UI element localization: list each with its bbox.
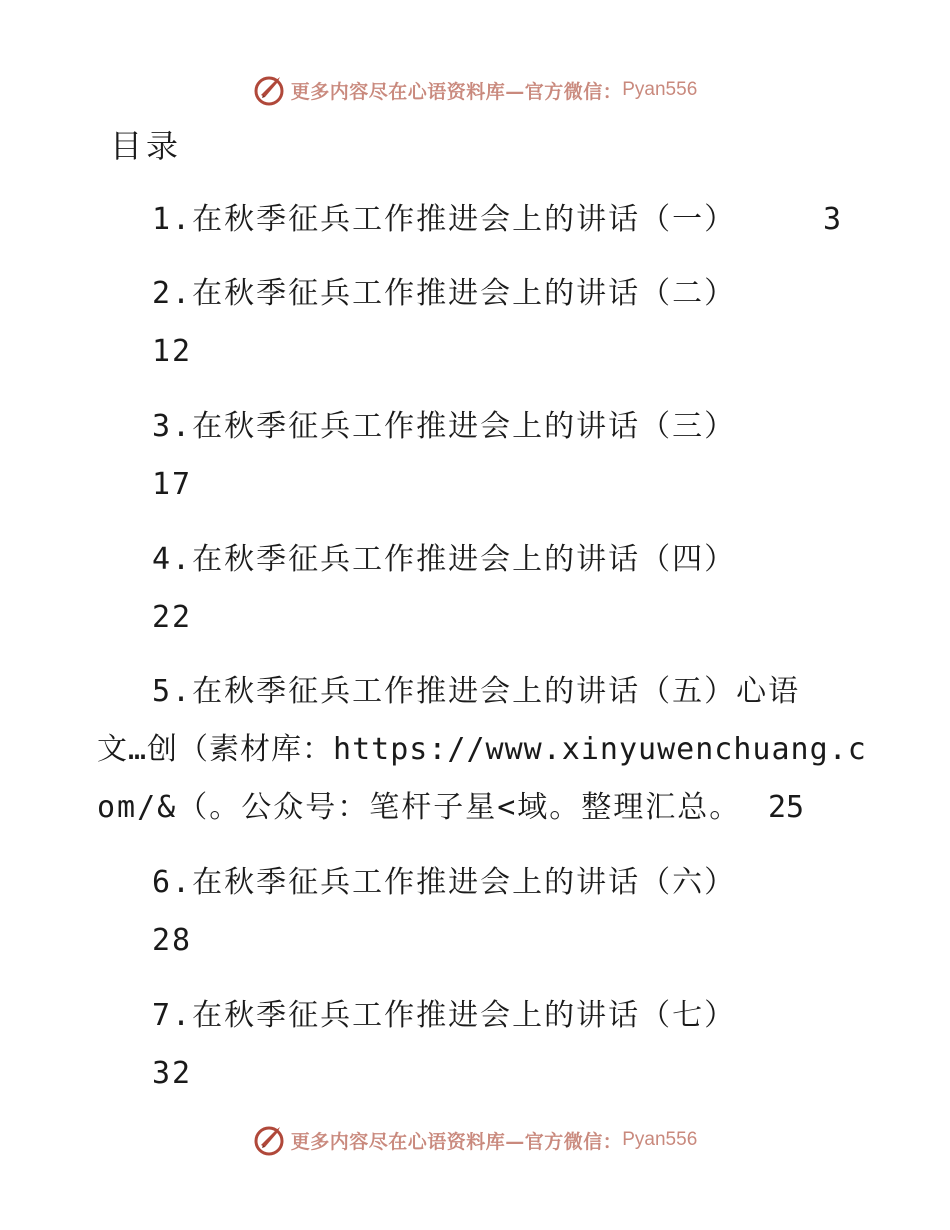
toc-entry-6-label[interactable]: 6.在秋季征兵工作推进会上的讲话（六）: [152, 865, 737, 900]
banner-wechat-id: Pyan556: [622, 79, 698, 100]
toc-entry-5-label-line3[interactable]: om/&（。公众号：笔杆子星<域。整理汇总。: [97, 790, 742, 825]
header-banner: [0, 70, 950, 110]
banner-wechat-id: Pyan556: [622, 1129, 698, 1150]
toc-title: 目录: [110, 127, 183, 165]
toc-entry-5-label-line1[interactable]: 5.在秋季征兵工作推进会上的讲话（五）心语: [152, 674, 801, 709]
toc-entry-1-label[interactable]: 1.在秋季征兵工作推进会上的讲话（一）: [152, 202, 737, 237]
toc-entry-5-label-line2[interactable]: 文…创（素材库：https://www.xinyuwenchuang.c: [97, 732, 867, 767]
banner-text: 更多内容尽在心语资料库—官方微信：: [290, 1130, 623, 1153]
footer-banner: [0, 1120, 950, 1160]
toc-entry-2-page: 12: [152, 334, 193, 369]
toc-entry-2-label[interactable]: 2.在秋季征兵工作推进会上的讲话（二）: [152, 276, 737, 311]
toc-entry-6-page: 28: [152, 923, 193, 958]
toc-entry-4-label[interactable]: 4.在秋季征兵工作推进会上的讲话（四）: [152, 542, 737, 577]
toc-entry-1-page: 3: [823, 202, 842, 237]
toc-entry-3-label[interactable]: 3.在秋季征兵工作推进会上的讲话（三）: [152, 409, 737, 444]
toc-entry-3-page: 17: [152, 467, 193, 502]
pen-logo-icon: [253, 1123, 287, 1157]
pen-logo-icon: [253, 73, 287, 107]
toc-entry-7-label[interactable]: 7.在秋季征兵工作推进会上的讲话（七）: [152, 998, 737, 1033]
toc-entry-7-page: 32: [152, 1056, 193, 1091]
banner-text: 更多内容尽在心语资料库—官方微信：: [290, 80, 623, 103]
toc-entry-4-page: 22: [152, 600, 193, 635]
toc-entry-5-page: 25: [768, 790, 805, 825]
